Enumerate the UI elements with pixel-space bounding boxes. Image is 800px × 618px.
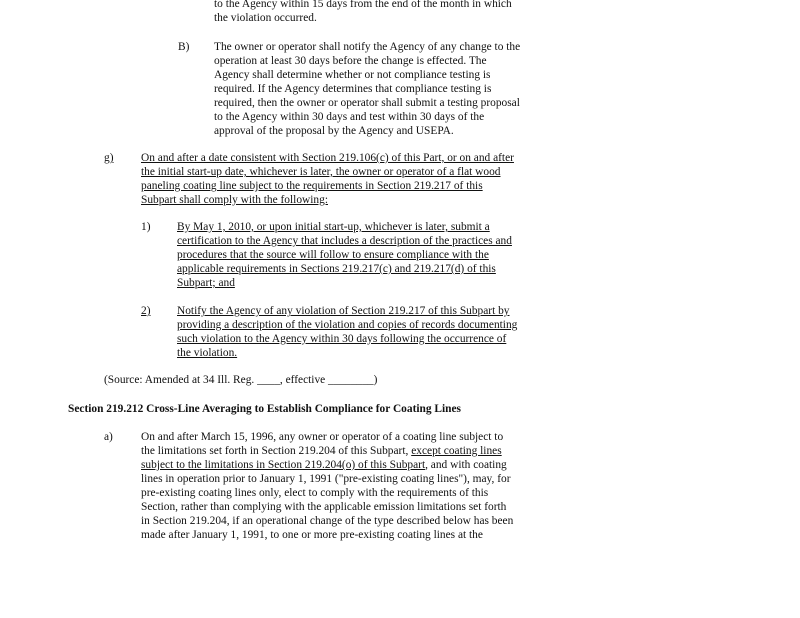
text-line: the initial start-up date, whichever is later, the owner or operator of a flat wood [141,166,501,178]
text-line: required, then the owner or operator shall submit a testing proposal [214,97,520,109]
text-line: Section, rather than complying with the applicable emission limitations set forth [141,501,507,513]
text-line: applicable requirements in Sections 219.217(c) and 219.217(d) of this [177,263,496,275]
text-line: to the Agency within 30 days and test within 30 days of the [214,111,485,123]
text-line: the violation. [177,347,238,359]
amended-fragment: except coating lines [411,445,502,457]
text-line [141,444,502,458]
text-fragment: the limitations set forth in Section 219.204 of this Subpart, [141,445,412,457]
text-line: On and after March 15, 1996, any owner or operator of a coating line subject to [141,431,504,443]
text-line: On and after a date consistent with Section 219.106(c) of this Part, or on and after [141,152,514,164]
text-line: in Section 219.204, if an operational change of the type described below has been [141,515,514,527]
item-label-g: g) [104,152,114,164]
text-line: procedures that the source will follow to ensure compliance with the [177,249,489,261]
text-line: Subpart; and [177,277,235,289]
text-line: paneling coating line subject to the requirements in Section 219.217 of this [141,180,483,192]
section-heading: Section 219.212 Cross-Line Averaging to Establish Compliance for Coating Lines [68,403,461,415]
amended-fragment: subject to the limitations in Section 219.204(o) of this Subpart [141,459,426,471]
text-line: approval of the proposal by the Agency and USEPA. [214,125,454,137]
text-fragment: , and with coating [425,459,507,471]
text-line: Notify the Agency of any violation of Section 219.217 of this Subpart by [177,305,510,317]
text-line: lines in operation prior to January 1, 1991 ("pre-existing coating lines"), may, for [141,473,511,485]
item-label-a: a) [104,431,113,443]
text-line: providing a description of the violation and copies of records documenting [177,319,518,331]
text-line: to the Agency within 15 days from the end of the month in which [214,0,512,10]
text-line: By May 1, 2010, or upon initial start-up, whichever is later, submit a [177,221,490,233]
text-line: required. If the Agency determines that compliance testing is [214,83,492,95]
text-line: The owner or operator shall notify the Agency of any change to the [214,41,521,53]
source-note: (Source: Amended at 34 Ill. Reg. ____, effective ________) [104,374,378,386]
text-line: Agency shall determine whether or not compliance testing is [214,69,491,81]
text-line [141,458,507,472]
item-label-2: 2) [141,305,151,317]
text-line: pre-existing coating lines only, elect to comply with the requirements of this [141,487,489,499]
item-label-1: 1) [141,221,151,233]
text-line: the violation occurred. [214,12,317,24]
text-line: certification to the Agency that includes a description of the practices and [177,235,512,247]
text-line: operation at least 30 days before the change is effected. The [214,55,487,67]
text-line: such violation to the Agency within 30 days following the occurrence of [177,333,507,345]
text-line: made after January 1, 1991, to one or more pre-existing coating lines at the [141,529,483,541]
text-line: Subpart shall comply with the following: [141,194,328,206]
item-label-b: B) [178,41,190,53]
